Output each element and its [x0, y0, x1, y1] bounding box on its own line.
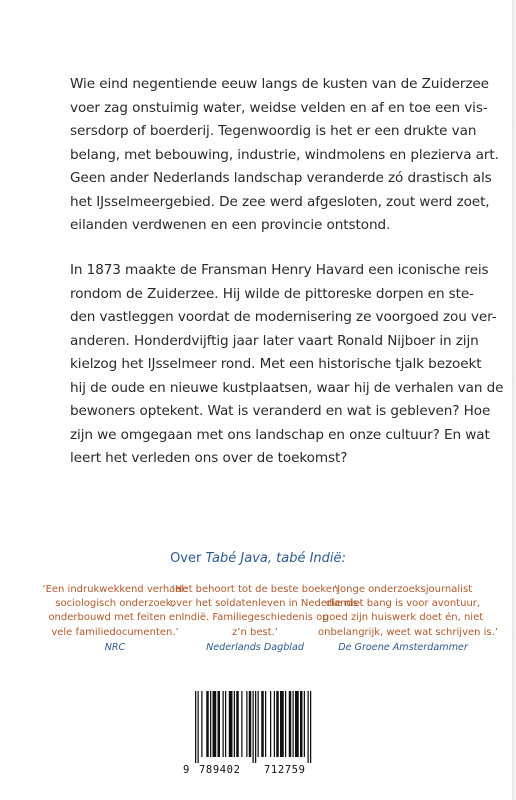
reviews-heading [0, 551, 516, 566]
quote-line: over het soldatenleven in Nederlands- [170, 598, 362, 610]
quote-line: die niet bang is voor avontuur, [325, 598, 481, 610]
blurb-line: voer zag onstuimig water, weidse velden en af en toe een vis- [70, 99, 488, 116]
blurb-line: kielzog het IJsselmeer rond. Met een historische tjalk bezoekt [70, 356, 482, 372]
blurb-line: eilanden verdwenen en een provincie ontstond. [70, 217, 391, 233]
blurb-line: rondom de Zuiderzee. Hij wilde de pittoreske dorpen en ste- [70, 285, 474, 302]
quote-line: sociologisch onderzoek, [55, 598, 175, 610]
quote-line: ‘Jonge onderzoeksjournalist [333, 584, 473, 595]
isbn-number [181, 764, 331, 776]
blurb-line: zijn we omgegaan met ons landschap en onze cultuur? En wat [70, 426, 490, 443]
previous-book-title: Tabé Java, tabé Indië: [205, 551, 346, 566]
isbn-right-group: 712759 [264, 764, 306, 776]
blurb-line: het IJsselmeergebied. De zee werd afgesloten, zout werd zoet, [70, 193, 490, 210]
blurb-paragraph-1 [70, 73, 499, 238]
quote-line: vele familiedocumenten.’ [51, 626, 179, 638]
quote-line: z’n best.’ [232, 626, 278, 638]
blurb-line: Wie eind negentiende eeuw langs de kusten van de Zuiderzee [70, 76, 489, 92]
isbn-first-digit: 9 [183, 764, 190, 776]
isbn-left-group: 789402 [199, 764, 241, 776]
blurb-line: sersdorp of boerderij. Tegenwoordig is het er een drukte van [70, 123, 477, 139]
page-edge [512, 0, 516, 800]
quote-line: onderbouwd met feiten en [48, 612, 182, 624]
blurb-line: bewoners optekent. Wat is veranderd en wat is gebleven? Hoe [70, 403, 491, 419]
quote-line: ‘Een indrukwekkend verhaal: [42, 584, 188, 595]
blurb-line: leert het verleden ons over de toekomst? [70, 450, 348, 466]
quote-source: De Groene Amsterdammer [338, 641, 468, 653]
blurb-line: Geen ander Nederlands landschap veranderde zó drastisch als [70, 170, 492, 186]
quote-line: ‘Het behoort tot de beste boeken [171, 584, 339, 595]
barcode-bars [181, 689, 331, 763]
blurb-line: hij de oude en nieuwe kustplaatsen, waar hij de verhalen van de [70, 379, 504, 396]
quote-source: Nederlands Dagblad [206, 641, 304, 653]
quote-source: NRC [104, 641, 126, 653]
isbn-barcode [181, 689, 331, 776]
blurb-line: anderen. Honderdvijftig jaar later vaart Ronald Nijboer in zijn [70, 332, 479, 349]
quote-line: goed zijn huiswerk doet én, niet [322, 612, 484, 624]
blurb-line: den vastleggen voordat de modernisering ze voorgoed zou ver- [70, 309, 497, 325]
review-quote-nederlands-dagblad [170, 583, 362, 655]
blurb-line: In 1873 maakte de Fransman Henry Havard een iconische reis [70, 262, 489, 278]
quote-line: onbelangrijk, weet wat schrijven is.’ [318, 626, 498, 638]
blurb-line: belang, met bebouwing, industrie, windmolens en plezierva art. [70, 146, 499, 163]
reviews-heading-prefix: Over [170, 551, 206, 566]
quote-line: Indië. Familiegeschiedenis op [181, 612, 329, 624]
blurb-paragraph-2 [70, 259, 504, 471]
review-quote-groene-amsterdammer [318, 583, 498, 655]
